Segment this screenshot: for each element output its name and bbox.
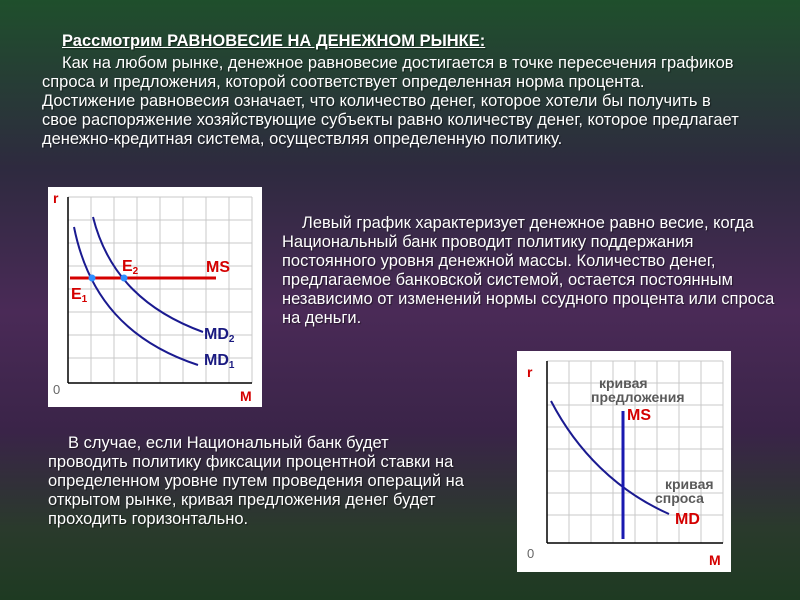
point-e2	[121, 275, 128, 282]
md1-curve	[74, 227, 198, 365]
supply-caption-line2: предложения	[591, 389, 685, 405]
y-axis-label: r	[53, 190, 59, 206]
e1-label: E1	[71, 286, 88, 305]
md2-label: MD2	[204, 326, 235, 345]
left-graph-description-text: Левый график характеризует денежное равно весие, когда Национальный банк проводит политику поддержания постоянного уровня денежной массы. Количество денег, предлагаемое банковской системой, остается постоянным независимо от изменений нормы ссудного процента или спроса на деньги.	[282, 214, 775, 327]
supply-caption-line1: кривая	[599, 375, 648, 391]
ms-label: MS	[206, 259, 230, 276]
x-axis-label: M	[240, 388, 252, 404]
md-label: MD	[675, 511, 700, 528]
left-money-market-diagram	[48, 187, 262, 407]
fixation-paragraph-text: В случае, если Национальный банк будет проводить политику фиксации процентной ставки на определенном уровне путем проведения операций на открытом рынке, кривая предложения денег будет проходить горизонтально.	[48, 434, 464, 528]
ms-label: MS	[627, 407, 651, 424]
demand-caption-line2: спроса	[655, 490, 704, 506]
left-graph-description	[282, 214, 782, 328]
x-axis-label: M	[709, 552, 721, 568]
right-money-market-diagram	[517, 351, 731, 572]
demand-caption-line1: кривая	[665, 476, 714, 492]
md1-label: MD1	[204, 352, 235, 371]
md2-curve	[93, 217, 203, 332]
origin-label: 0	[527, 546, 535, 561]
origin-label: 0	[53, 382, 61, 397]
intro-paragraph	[42, 54, 742, 149]
slide-heading: Рассмотрим РАВНОВЕСИЕ НА ДЕНЕЖНОМ РЫНКЕ:	[62, 32, 486, 50]
intro-text: Как на любом рынке, денежное равновесие достигается в точке пересечения графиков спроса и предложения, которой соответствует определенная норма процента. Достижение равновесия означает, что количество денег, которое хотели бы получить в свое распоряжение хозяйствующие субъекты равно количеству денег, которое предлагает денежно-кредитная система, осуществляя определенную политику.	[42, 54, 739, 148]
fixation-paragraph	[48, 434, 468, 529]
y-axis-label: r	[527, 364, 533, 380]
point-e1	[89, 275, 96, 282]
e2-label: E2	[122, 258, 139, 277]
